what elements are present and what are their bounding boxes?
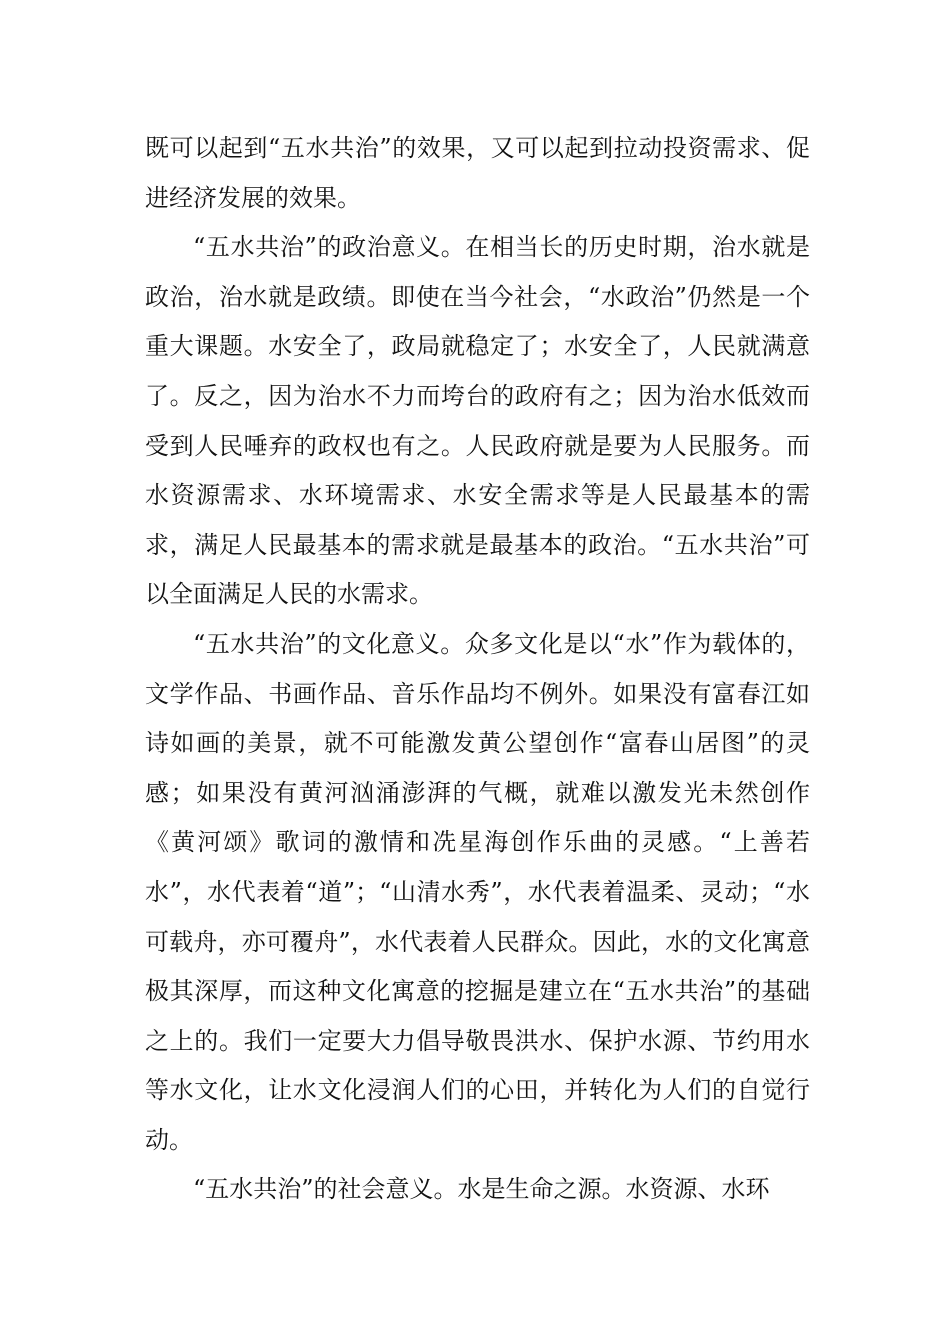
paragraph-continuation: 既可以起到“五水共治”的效果，又可以起到拉动投资需求、促进经济发展的效果。 bbox=[145, 134, 810, 212]
paragraph-social-significance: “五水共治”的社会意义。水是生命之源。水资源、水环 bbox=[193, 1175, 770, 1204]
body-text bbox=[145, 124, 810, 1215]
paragraph-cultural-significance: “五水共治”的文化意义。众多文化是以“水”作为载体的，文学作品、书画作品、音乐作品均不例外。如果没有富春江如诗如画的美景，就不可能激发黄公望创作“富春山居图”的灵感；如果没有黄河汹涌澎湃的气概，就难以激发光未然创作《黄河颂》歌词的激情和冼星海创作乐曲的灵感。“上善若水”，水代表着“道”；“山清水秀”，水代表着温柔、灵动；“水可载舟，亦可覆舟”，水代表着人民群众。因此，水的文化寓意极其深厚，而这种文化寓意的挖掘是建立在“五水共治”的基础之上的。我们一定要大力倡导敬畏洪水、保护水源、节约用水等水文化，让水文化浸润人们的心田，并转化为人们的自觉行动。 bbox=[145, 629, 810, 1154]
paragraph-political-significance: “五水共治”的政治意义。在相当长的历史时期，治水就是政治，治水就是政绩。即使在当今社会，“水政治”仍然是一个重大课题。水安全了，政局就稳定了；水安全了，人民就满意了。反之，因为治水不力而垮台的政府有之；因为治水低效而受到人民唾弃的政权也有之。人民政府就是要为人民服务。而水资源需求、水环境需求、水安全需求等是人民最基本的需求，满足人民最基本的需求就是最基本的政治。“五水共治”可以全面满足人民的水需求。 bbox=[145, 233, 810, 609]
